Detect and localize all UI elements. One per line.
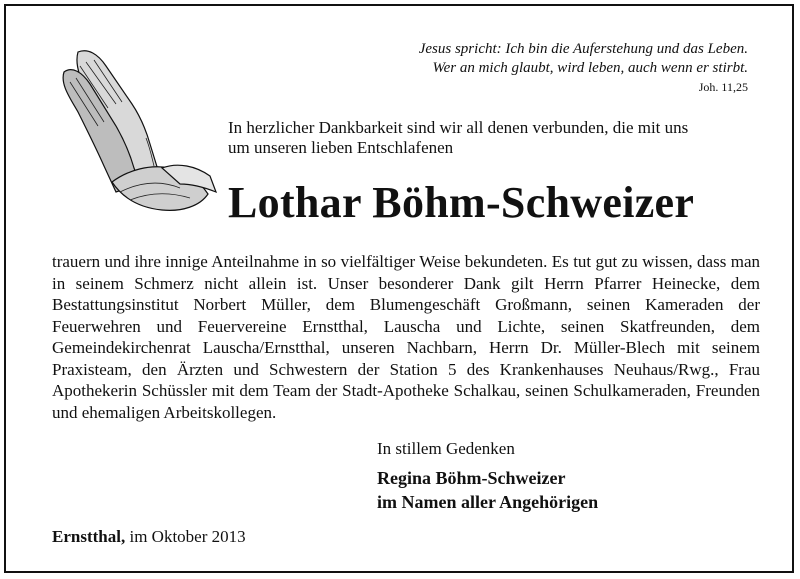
body-text: trauern und ihre innige Anteilnahme in so vielfältiger Weise bekundeten. Es tut gut zu wissen, dass man in seinem Schmerz nicht allein ist. Unser besonderer Dank gilt Herrn Pfarrer Heinecke, dem Bestattungsinstitut Norbert Müller, dem Blumengeschäft Großmann, seinen Kameraden der Feuerwehren und Feuervereine Ernstthal, Lauscha und Lichte, seinen Skatfreunden, dem Gemeindekirchenrat Lauscha/Ernstthal, unseren Nachbarn, Herrn Dr. Müller-Blech mit seinem Praxisteam, den Ärzten und Schwestern der Station 5 des Krankenhauses Neuhaus/Rwg., Frau Apothekerin Schüssler mit dem Team der Stadt-Apotheke Schalkau, seinen Schulkameraden, Freunden und ehemaligen Arbeitskollegen. xyxy=(52,252,760,422)
intro-line-1: In herzlicher Dankbarkeit sind wir all denen verbunden, die mit uns xyxy=(228,118,689,137)
deceased-name: Lothar Böhm-Schweizer xyxy=(228,178,695,227)
signer-name: Regina Böhm-Schweizer xyxy=(377,468,566,488)
closing-phrase: In stillem Gedenken xyxy=(377,439,515,458)
quote-reference: Joh. 11,25 xyxy=(698,80,748,94)
praying-hands-icon xyxy=(50,42,220,217)
intro-text xyxy=(228,118,768,158)
date: im Oktober 2013 xyxy=(129,527,246,546)
signer-block xyxy=(377,466,598,514)
signer-line-2: im Namen aller Angehörigen xyxy=(377,492,599,512)
bible-quote xyxy=(328,40,748,96)
place: Ernstthal, xyxy=(52,527,126,546)
quote-line-1: Jesus spricht: Ich bin die Auferstehung und das Leben. xyxy=(418,41,748,57)
intro-line-2: um unseren lieben Entschlafenen xyxy=(228,138,454,157)
place-date xyxy=(52,526,246,548)
quote-line-2: Wer an mich glaubt, wird leben, auch wenn er stirbt. xyxy=(432,60,748,76)
obituary-card xyxy=(4,4,794,573)
